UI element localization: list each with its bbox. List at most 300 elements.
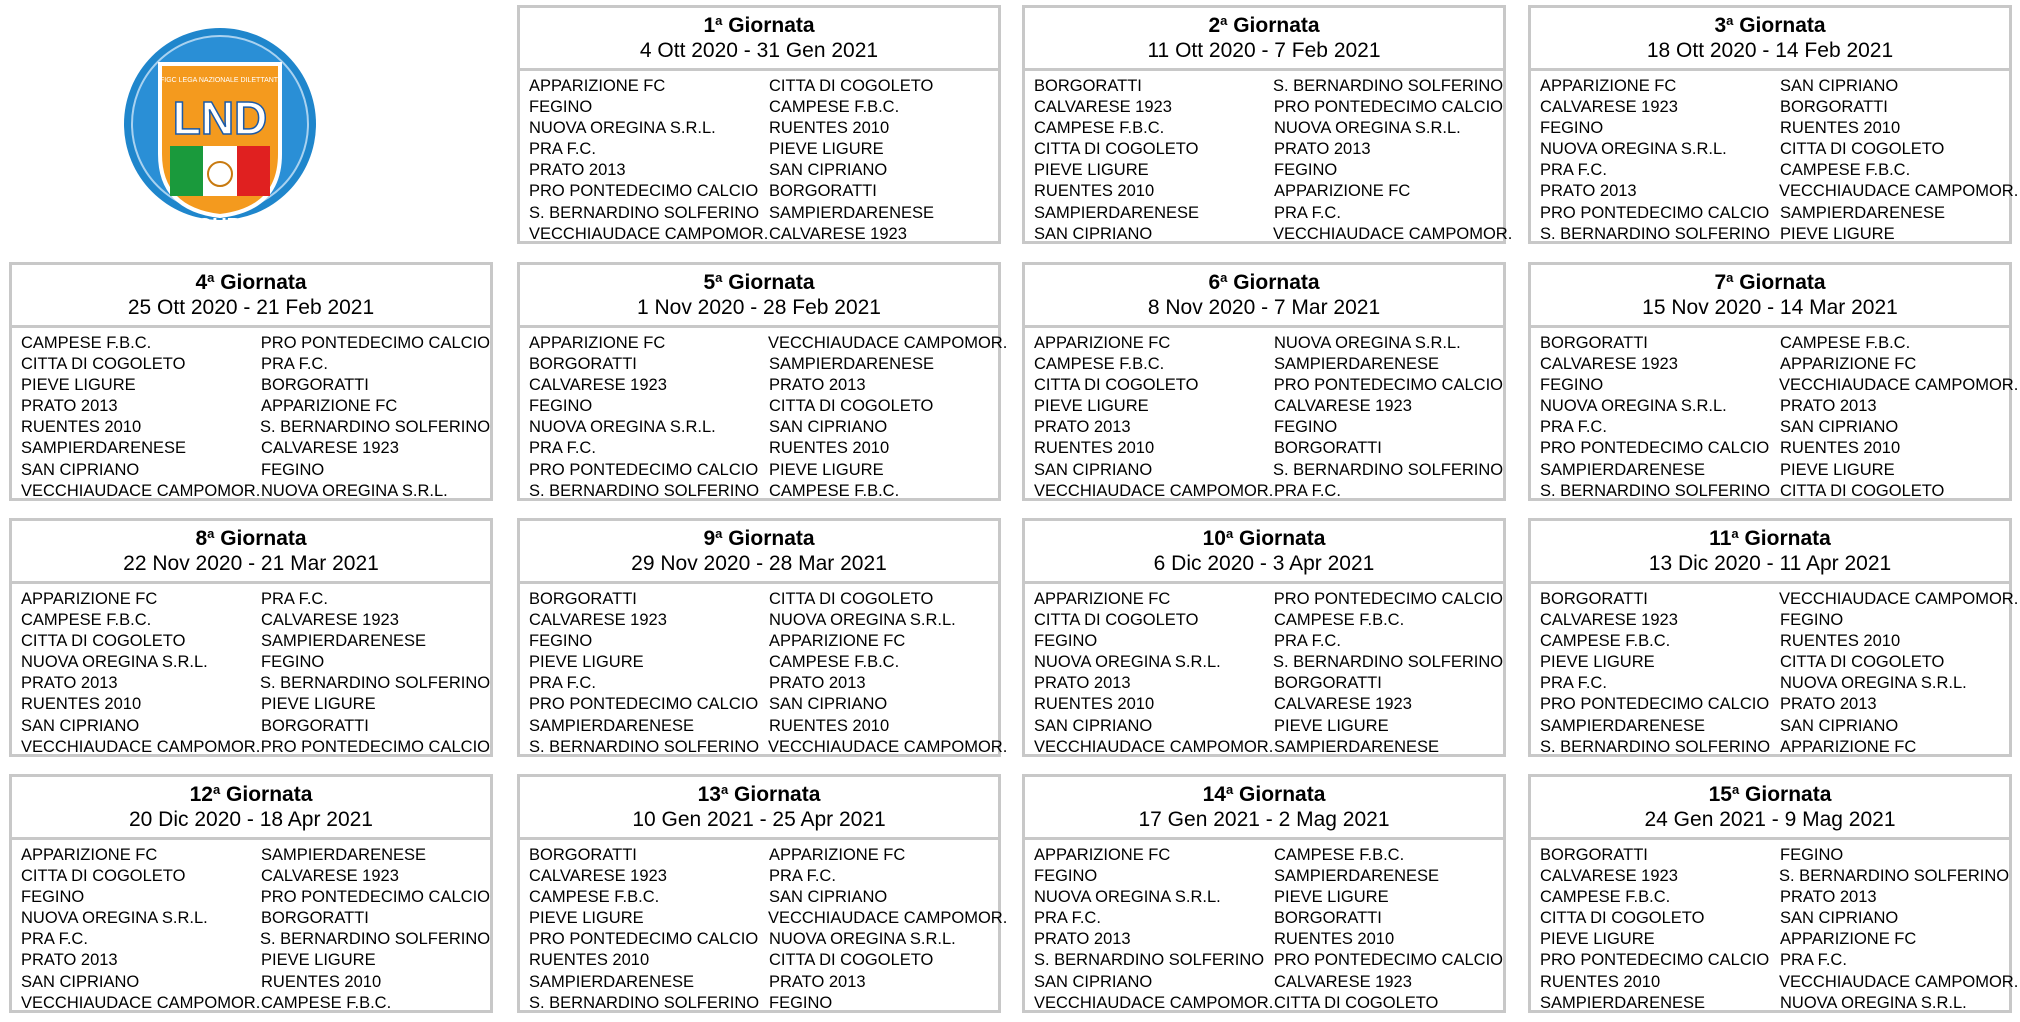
match-row [1034, 160, 1503, 181]
away-team: BORGORATTI [768, 182, 877, 201]
home-team: SAMPIERDARENESE [21, 439, 187, 458]
match-row [1540, 694, 2009, 715]
home-team: BORGORATTI [1540, 846, 1648, 864]
home-team: S. BERNARDINO SOLFERINO [529, 993, 760, 1012]
round-header [12, 777, 490, 840]
home-team: CALVARESE 1923 [1540, 98, 1678, 117]
match-row [529, 333, 1008, 354]
match-row [21, 354, 490, 375]
match-row [1540, 610, 2009, 631]
away-team: PRO PONTEDECIMO CALCIO [260, 334, 490, 352]
home-team: BORGORATTI [1540, 334, 1648, 352]
match-list [12, 328, 490, 502]
away-team: FEGINO [260, 460, 325, 479]
away-team: PRA F.C. [1273, 632, 1341, 651]
away-team: S. BERNARDINO SOLFERINO [1273, 77, 1504, 95]
home-team: FEGINO [529, 98, 593, 117]
match-list [520, 328, 1008, 502]
home-team: NUOVA OREGINA S.R.L. [21, 653, 208, 672]
home-team: RUENTES 2010 [21, 695, 142, 714]
away-team: SAN CIPRIANO [1779, 909, 1899, 928]
away-team: FEGINO [1779, 846, 1844, 864]
round-title: 11$^a$ Giornata [1709, 526, 1831, 550]
home-team: CAMPESE F.B.C. [1034, 355, 1165, 374]
match-row [1540, 139, 2009, 160]
away-team: CITTA DI COGOLETO [1779, 653, 1945, 672]
home-team: PRO PONTEDECIMO CALCIO [1540, 439, 1770, 458]
match-row [1034, 908, 1503, 929]
away-team: PRATO 2013 [768, 376, 866, 395]
round-header [520, 265, 998, 328]
home-team: PRATO 2013 [1034, 418, 1131, 437]
match-row [1540, 652, 2009, 673]
home-team: SAMPIERDARENESE [1540, 716, 1706, 735]
away-team: SAMPIERDARENESE [1779, 203, 1946, 222]
away-team: BORGORATTI [260, 716, 369, 735]
match-row [1540, 460, 2009, 481]
match-list [1531, 71, 2019, 245]
svg-text:LND: LND [172, 92, 268, 144]
match-list [12, 840, 490, 1014]
home-team: PRATO 2013 [21, 397, 118, 416]
away-team: NUOVA OREGINA S.R.L. [1273, 334, 1461, 352]
home-team: NUOVA OREGINA S.R.L. [21, 909, 208, 928]
away-team: VECCHIAUDACE CAMPOMOR. [768, 737, 1008, 756]
match-row [529, 993, 998, 1014]
round-dates: 6 Dic 2020 - 3 Apr 2021 [1153, 552, 1375, 575]
away-team: APPARIZIONE FC [768, 632, 906, 651]
away-team: BORGORATTI [1273, 909, 1382, 928]
away-team: PRA F.C. [1273, 203, 1341, 222]
round-dates: 8 Nov 2020 - 7 Mar 2021 [1147, 296, 1381, 319]
match-list [520, 840, 1008, 1014]
match-row [1540, 929, 2009, 950]
home-team: VECCHIAUDACE CAMPOMOR. [21, 993, 261, 1012]
away-team: PIEVE LIGURE [1779, 460, 1895, 479]
away-team: VECCHIAUDACE CAMPOMOR. [768, 909, 1008, 928]
away-team: NUOVA OREGINA S.R.L. [1779, 674, 1967, 693]
away-team: APPARIZIONE FC [768, 846, 906, 864]
away-team: PRA F.C. [260, 590, 328, 608]
home-team: SAMPIERDARENESE [529, 716, 695, 735]
match-row [529, 737, 1008, 758]
match-row [21, 673, 490, 694]
round-card [517, 518, 1008, 757]
round-dates: 22 Nov 2020 - 21 Mar 2021 [123, 552, 379, 575]
round-title: 6$^a$ Giornata [1208, 270, 1320, 294]
home-team: PRO PONTEDECIMO CALCIO [1540, 951, 1770, 970]
home-team: PRA F.C. [1540, 418, 1607, 437]
home-team: PIEVE LIGURE [21, 376, 136, 395]
away-team: CALVARESE 1923 [260, 611, 399, 630]
match-row [21, 866, 490, 887]
away-team: BORGORATTI [1779, 98, 1888, 117]
home-team: APPARIZIONE FC [21, 846, 158, 864]
match-row [1540, 203, 2009, 224]
away-team: CAMPESE F.B.C. [1273, 846, 1405, 864]
match-row [529, 694, 998, 715]
away-team: S. BERNARDINO SOLFERINO [1779, 867, 2010, 886]
lnd-liguria-logo [122, 4, 318, 244]
round-title: 9$^a$ Giornata [703, 526, 815, 550]
home-team: BORGORATTI [529, 355, 637, 374]
match-row [1034, 631, 1503, 652]
home-team: PIEVE LIGURE [1034, 397, 1149, 416]
home-team: CALVARESE 1923 [529, 376, 667, 395]
match-list [520, 584, 1008, 758]
home-team: PIEVE LIGURE [529, 909, 644, 928]
match-row [529, 139, 998, 160]
home-team: SAN CIPRIANO [21, 972, 140, 991]
home-team: CITTA DI COGOLETO [1034, 376, 1199, 395]
round-dates: 11 Ott 2020 - 7 Feb 2021 [1147, 39, 1381, 62]
round-dates: 13 Dic 2020 - 11 Apr 2021 [1648, 552, 1892, 575]
away-team: SAN CIPRIANO [768, 418, 888, 437]
match-row [1034, 354, 1503, 375]
away-team: SAN CIPRIANO [768, 695, 888, 714]
home-team: APPARIZIONE FC [21, 590, 158, 608]
away-team: FEGINO [1779, 611, 1844, 630]
away-team: PRO PONTEDECIMO CALCIO [1273, 951, 1503, 970]
home-team: APPARIZIONE FC [1540, 77, 1677, 95]
home-team: PRO PONTEDECIMO CALCIO [529, 695, 759, 714]
match-row [1034, 118, 1503, 139]
home-team: PIEVE LIGURE [1540, 653, 1655, 672]
round-card [517, 5, 1001, 244]
away-team: FEGINO [1273, 418, 1338, 437]
match-row [21, 845, 490, 866]
home-team: BORGORATTI [529, 590, 637, 608]
match-row [1034, 694, 1503, 715]
away-team: VECCHIAUDACE CAMPOMOR. [1273, 224, 1513, 243]
home-team: S. BERNARDINO SOLFERINO [1540, 224, 1771, 243]
home-team: SAN CIPRIANO [1034, 460, 1153, 479]
away-team: BORGORATTI [1273, 439, 1382, 458]
match-row [21, 417, 490, 438]
away-team: PRO PONTEDECIMO CALCIO [260, 888, 490, 907]
home-team: PRATO 2013 [1540, 182, 1637, 201]
away-team: SAMPIERDARENESE [1273, 737, 1440, 756]
home-team: BORGORATTI [1540, 590, 1648, 608]
home-team: SAN CIPRIANO [21, 460, 140, 479]
match-row [1034, 589, 1503, 610]
home-team: FEGINO [1034, 632, 1098, 651]
match-row [1540, 950, 2009, 971]
home-team: APPARIZIONE FC [1034, 846, 1171, 864]
home-team: NUOVA OREGINA S.R.L. [529, 119, 716, 138]
match-list [1531, 840, 2019, 1014]
match-list [12, 584, 490, 758]
match-row [1034, 460, 1503, 481]
away-team: SAMPIERDARENESE [768, 355, 935, 374]
match-row [1540, 354, 2009, 375]
away-team: VECCHIAUDACE CAMPOMOR. [768, 334, 1008, 352]
match-row [1540, 866, 2009, 887]
away-team: SAN CIPRIANO [768, 161, 888, 180]
round-header [1025, 521, 1503, 584]
match-row [529, 181, 998, 202]
away-team: NUOVA OREGINA S.R.L. [260, 481, 448, 500]
away-team: VECCHIAUDACE CAMPOMOR. [1779, 376, 2019, 395]
match-row [529, 76, 998, 97]
round-header [1025, 8, 1503, 71]
home-team: CITTA DI COGOLETO [21, 632, 186, 651]
home-team: NUOVA OREGINA S.R.L. [1540, 140, 1727, 159]
away-team: PRO PONTEDECIMO CALCIO [1273, 376, 1503, 395]
away-team: APPARIZIONE FC [1273, 182, 1411, 201]
away-team: RUENTES 2010 [768, 119, 890, 138]
away-team: RUENTES 2010 [1273, 930, 1395, 949]
match-row [1034, 396, 1503, 417]
match-row [1034, 887, 1503, 908]
home-team: VECCHIAUDACE CAMPOMOR. [21, 737, 261, 756]
round-card [1022, 774, 1506, 1013]
match-row [1540, 76, 2009, 97]
home-team: S. BERNARDINO SOLFERINO [529, 203, 760, 222]
away-team: PIEVE LIGURE [768, 140, 884, 159]
round-card [9, 262, 493, 501]
round-card [1022, 5, 1513, 244]
match-row [1540, 993, 2009, 1014]
away-team: SAN CIPRIANO [1779, 716, 1899, 735]
home-team: FEGINO [1034, 867, 1098, 886]
match-row [21, 716, 490, 737]
away-team: NUOVA OREGINA S.R.L. [1779, 993, 1967, 1012]
round-title: 2$^a$ Giornata [1208, 13, 1320, 37]
home-team: FEGINO [529, 632, 593, 651]
home-team: RUENTES 2010 [21, 418, 142, 437]
match-row [529, 887, 998, 908]
home-team: S. BERNARDINO SOLFERINO [529, 481, 760, 500]
round-header [12, 521, 490, 584]
away-team: SAMPIERDARENESE [260, 846, 427, 864]
match-row [21, 908, 490, 929]
round-title: 3$^a$ Giornata [1714, 13, 1826, 37]
home-team: PRATO 2013 [1034, 674, 1131, 693]
round-header [1531, 521, 2009, 584]
away-team: PIEVE LIGURE [1779, 224, 1895, 243]
home-team: APPARIZIONE FC [529, 334, 666, 352]
match-row [1034, 97, 1503, 118]
match-row [21, 396, 490, 417]
home-team: VECCHIAUDACE CAMPOMOR. [529, 224, 769, 243]
home-team: SAMPIERDARENESE [1540, 460, 1706, 479]
home-team: CAMPESE F.B.C. [21, 334, 152, 352]
round-dates: 1 Nov 2020 - 28 Feb 2021 [636, 296, 881, 319]
svg-text:FIGC LEGA NAZIONALE DILETTANTI: FIGC LEGA NAZIONALE DILETTANTI [159, 77, 281, 84]
match-row [529, 160, 998, 181]
home-team: PRO PONTEDECIMO CALCIO [529, 182, 759, 201]
home-team: CALVARESE 1923 [1034, 98, 1172, 117]
match-row [1034, 929, 1503, 950]
away-team: CITTA DI COGOLETO [768, 397, 934, 416]
match-row [529, 673, 998, 694]
match-row [1540, 737, 2009, 758]
match-row [1034, 333, 1503, 354]
home-team: CALVARESE 1923 [1540, 611, 1678, 630]
match-row [1034, 866, 1503, 887]
away-team: S. BERNARDINO SOLFERINO [260, 674, 491, 693]
round-header [1025, 777, 1503, 840]
away-team: RUENTES 2010 [768, 716, 890, 735]
away-team: SAN CIPRIANO [1779, 77, 1899, 95]
home-team: NUOVA OREGINA S.R.L. [1034, 888, 1221, 907]
home-team: FEGINO [529, 397, 593, 416]
away-team: PRO PONTEDECIMO CALCIO [260, 737, 490, 756]
away-team: NUOVA OREGINA S.R.L. [1273, 119, 1461, 138]
away-team: CAMPESE F.B.C. [260, 993, 392, 1012]
match-row [21, 375, 490, 396]
match-row [529, 224, 998, 245]
away-team: FEGINO [260, 653, 325, 672]
home-team: PRO PONTEDECIMO CALCIO [1540, 695, 1770, 714]
away-team: FEGINO [1273, 161, 1338, 180]
home-team: PRA F.C. [529, 439, 596, 458]
round-header [520, 777, 998, 840]
match-row [529, 396, 998, 417]
match-row [1540, 972, 2019, 993]
match-row [1034, 716, 1503, 737]
away-team: PIEVE LIGURE [768, 460, 884, 479]
away-team: RUENTES 2010 [260, 972, 382, 991]
away-team: CITTA DI COGOLETO [1779, 481, 1945, 500]
match-row [529, 972, 998, 993]
match-row [21, 481, 490, 502]
match-row [529, 118, 998, 139]
home-team: CITTA DI COGOLETO [21, 355, 186, 374]
home-team: CITTA DI COGOLETO [21, 867, 186, 886]
match-row [1034, 610, 1503, 631]
home-team: RUENTES 2010 [1540, 972, 1661, 991]
match-row [1540, 160, 2009, 181]
match-row [1034, 845, 1503, 866]
home-team: SAN CIPRIANO [1034, 972, 1153, 991]
round-card [517, 262, 1008, 501]
match-list [1531, 584, 2019, 758]
home-team: NUOVA OREGINA S.R.L. [529, 418, 716, 437]
home-team: CAMPESE F.B.C. [21, 611, 152, 630]
match-list [1025, 840, 1503, 1014]
home-team: PRA F.C. [21, 930, 88, 949]
away-team: CALVARESE 1923 [260, 439, 399, 458]
round-header [1531, 8, 2009, 71]
away-team: NUOVA OREGINA S.R.L. [768, 611, 956, 630]
away-team: APPARIZIONE FC [1779, 930, 1917, 949]
match-row [21, 972, 490, 993]
away-team: CITTA DI COGOLETO [1273, 993, 1439, 1012]
match-row [21, 631, 490, 652]
home-team: S. BERNARDINO SOLFERINO [529, 737, 760, 756]
match-row [1540, 333, 2009, 354]
away-team: CALVARESE 1923 [1273, 695, 1412, 714]
match-row [1034, 438, 1503, 459]
home-team: PIEVE LIGURE [1540, 930, 1655, 949]
away-team: RUENTES 2010 [1779, 119, 1901, 138]
match-row [1540, 375, 2019, 396]
away-team: PRATO 2013 [1779, 397, 1877, 416]
away-team: SAMPIERDARENESE [260, 632, 427, 651]
away-team: PRO PONTEDECIMO CALCIO [1273, 98, 1503, 117]
home-team: FEGINO [21, 888, 85, 907]
home-team: PRA F.C. [1540, 674, 1607, 693]
away-team: S. BERNARDINO SOLFERINO [1273, 653, 1504, 672]
match-row [1034, 652, 1503, 673]
home-team: FEGINO [1540, 376, 1604, 395]
home-team: PRATO 2013 [21, 674, 118, 693]
round-card [1528, 262, 2019, 501]
home-team: PRO PONTEDECIMO CALCIO [529, 930, 759, 949]
match-row [529, 908, 1008, 929]
round-dates: 4 Ott 2020 - 31 Gen 2021 [639, 39, 879, 62]
home-team: PRA F.C. [529, 140, 596, 159]
away-team: PRA F.C. [768, 867, 836, 886]
match-row [1540, 481, 2009, 502]
match-row [529, 375, 998, 396]
round-title: 12$^a$ Giornata [189, 782, 313, 806]
match-list [1025, 71, 1513, 245]
match-row [529, 845, 998, 866]
away-team: SAMPIERDARENESE [768, 203, 935, 222]
round-header [12, 265, 490, 328]
match-row [1034, 203, 1503, 224]
home-team: NUOVA OREGINA S.R.L. [1034, 653, 1221, 672]
away-team: BORGORATTI [260, 909, 369, 928]
match-row [1540, 118, 2009, 139]
round-card [1528, 518, 2019, 757]
away-team: PIEVE LIGURE [1273, 888, 1389, 907]
away-team: PRO PONTEDECIMO CALCIO [1273, 590, 1503, 608]
round-card [1528, 5, 2019, 244]
match-row [21, 887, 490, 908]
away-team: APPARIZIONE FC [260, 397, 398, 416]
away-team: PRATO 2013 [1273, 140, 1371, 159]
away-team: RUENTES 2010 [768, 439, 890, 458]
match-row [1034, 972, 1503, 993]
match-row [1034, 417, 1503, 438]
round-card [1022, 518, 1506, 757]
match-row [1540, 887, 2009, 908]
home-team: CAMPESE F.B.C. [1540, 632, 1671, 651]
round-dates: 24 Gen 2021 - 9 Mag 2021 [1644, 808, 1896, 831]
home-team: PRATO 2013 [1034, 930, 1131, 949]
home-team: S. BERNARDINO SOLFERINO [1034, 951, 1265, 970]
away-team: CAMPESE F.B.C. [768, 481, 900, 500]
away-team: CITTA DI COGOLETO [768, 77, 934, 95]
away-team: SAMPIERDARENESE [1273, 867, 1440, 886]
match-row [1034, 737, 1503, 758]
away-team: APPARIZIONE FC [1779, 355, 1917, 374]
away-team: PRATO 2013 [1779, 888, 1877, 907]
match-row [1540, 589, 2019, 610]
away-team: PRATO 2013 [768, 972, 866, 991]
home-team: PIEVE LIGURE [529, 653, 644, 672]
match-row [1540, 716, 2009, 737]
round-title: 13$^a$ Giornata [697, 782, 821, 806]
match-row [1540, 97, 2009, 118]
match-row [1540, 396, 2009, 417]
away-team: NUOVA OREGINA S.R.L. [768, 930, 956, 949]
match-list [520, 71, 998, 245]
away-team: S. BERNARDINO SOLFERINO [1273, 460, 1504, 479]
round-header [1531, 265, 2009, 328]
match-row [529, 417, 998, 438]
away-team: PIEVE LIGURE [260, 951, 376, 970]
away-team: PRA F.C. [260, 355, 328, 374]
home-team: CITTA DI COGOLETO [1034, 611, 1199, 630]
away-team: PRA F.C. [1779, 951, 1847, 970]
match-row [529, 589, 998, 610]
home-team: CAMPESE F.B.C. [1034, 119, 1165, 138]
